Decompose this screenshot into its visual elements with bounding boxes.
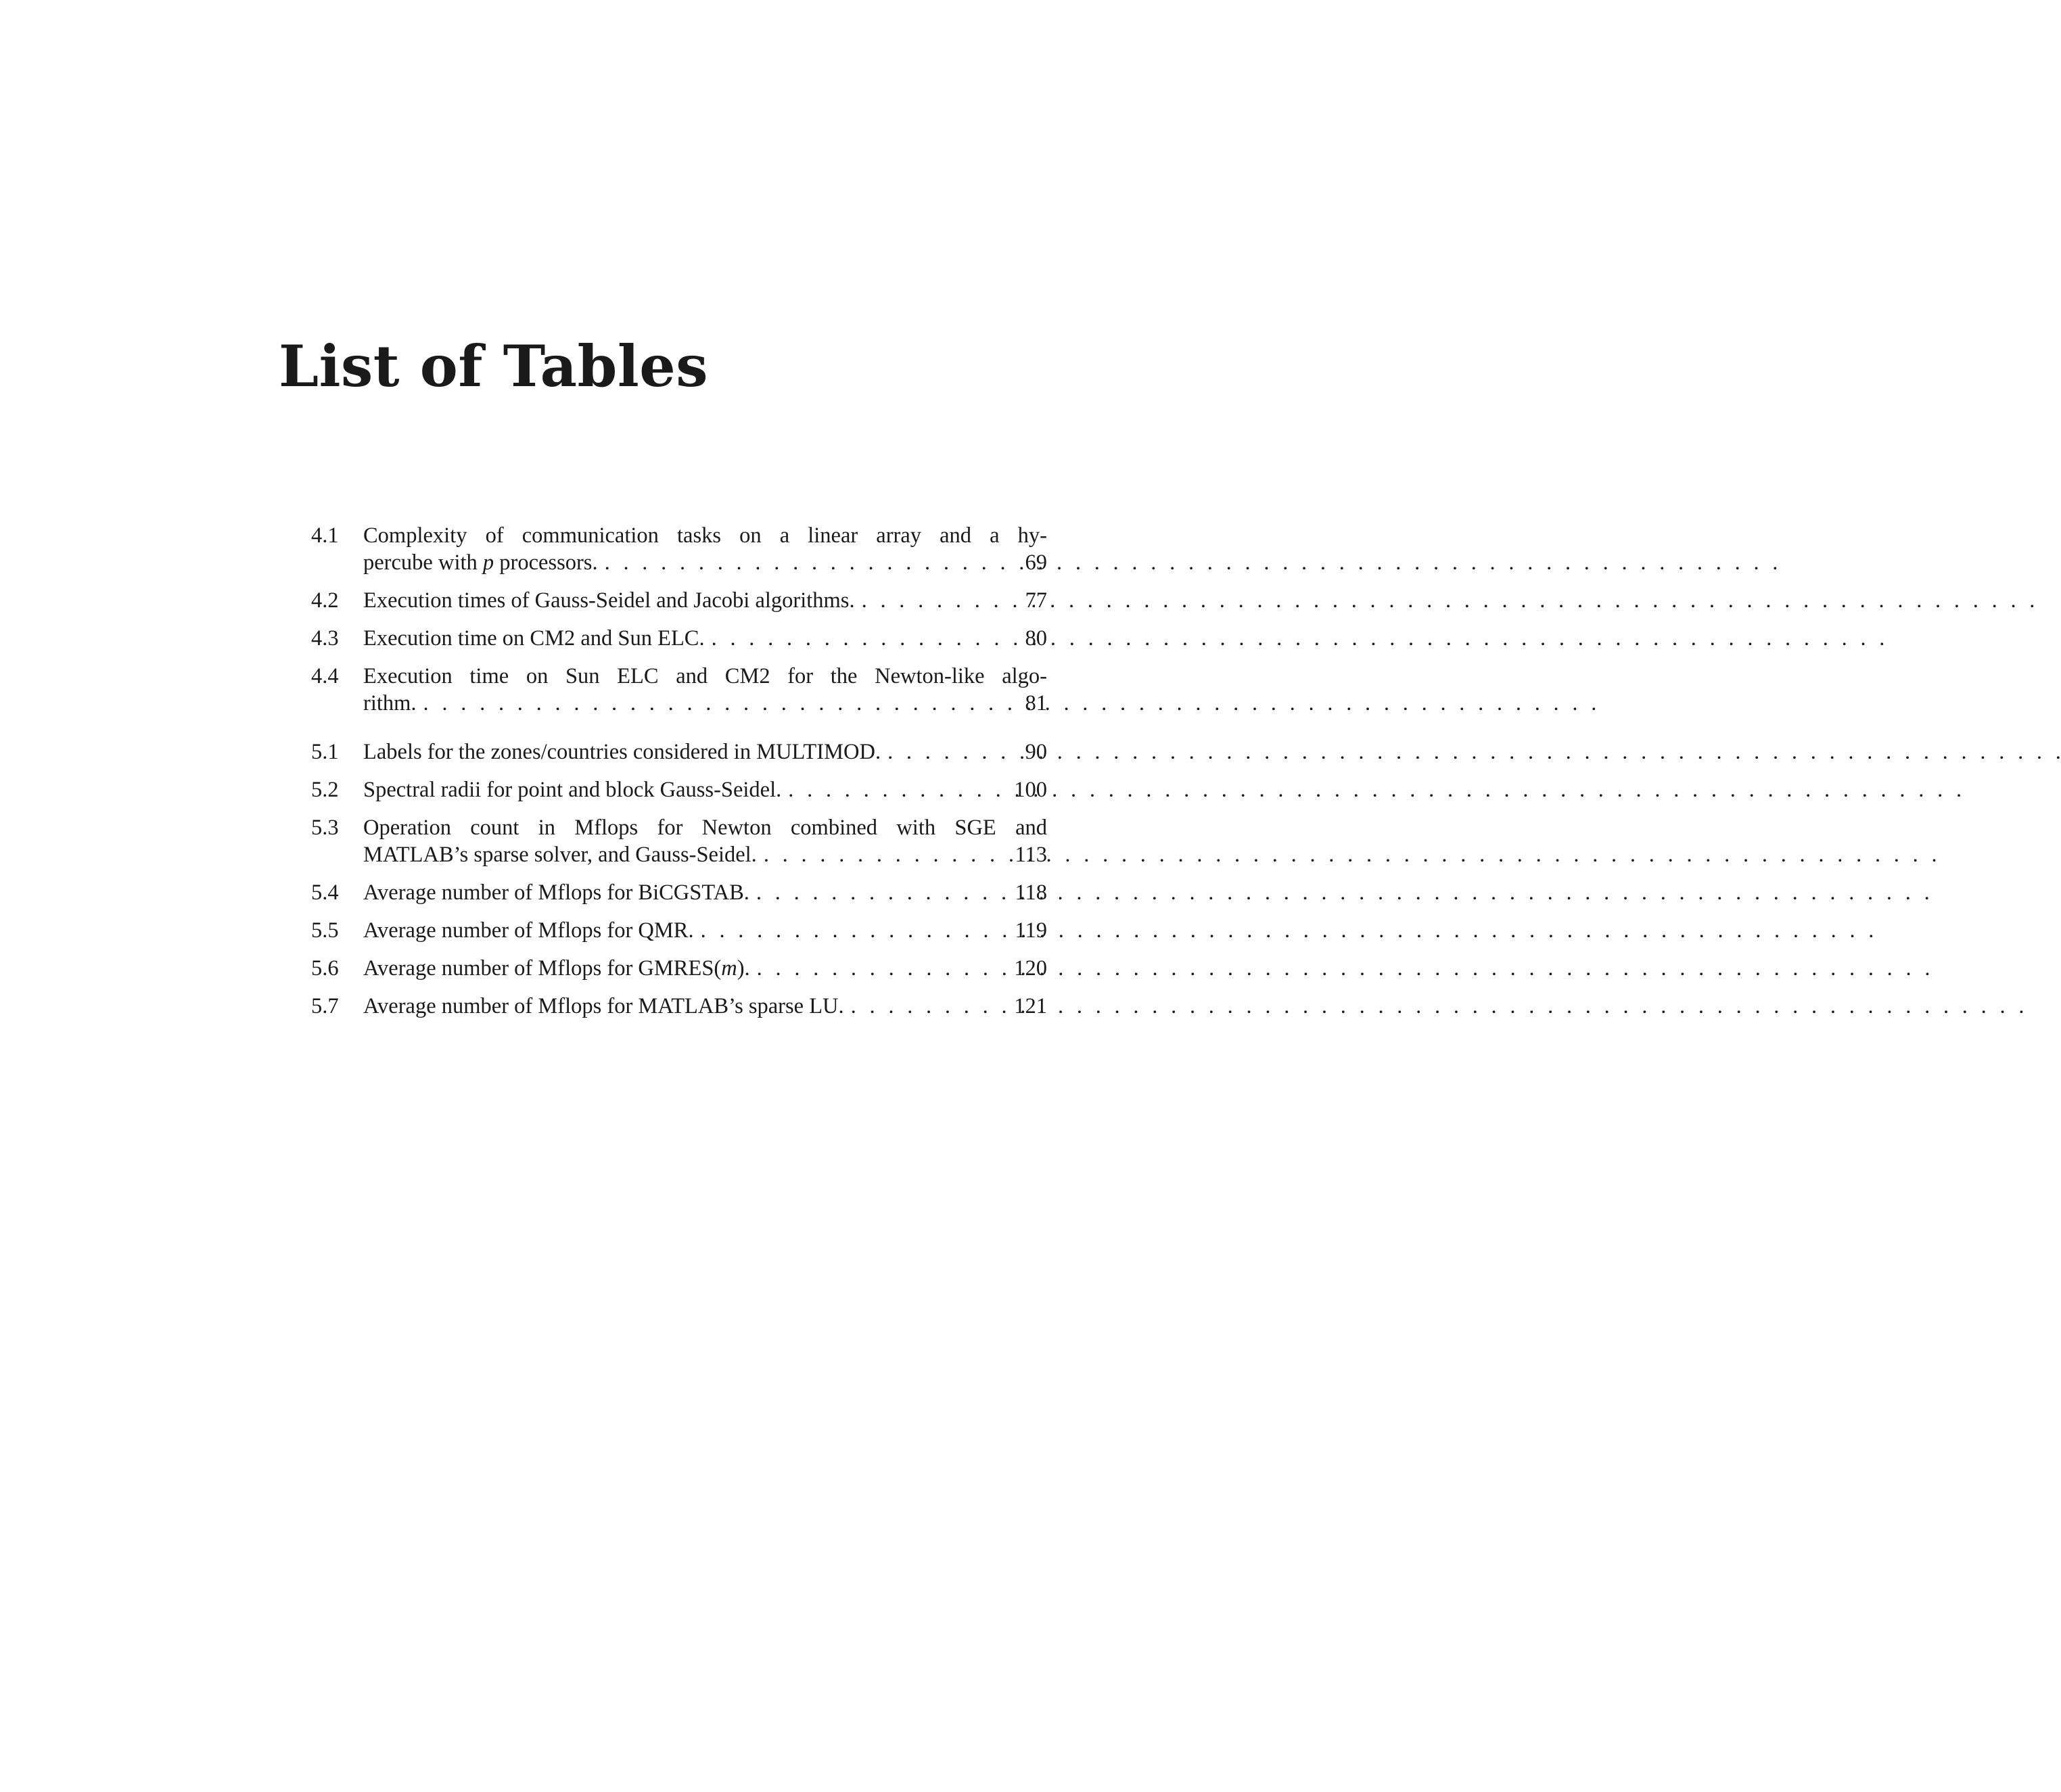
dot-leader: [887, 738, 1004, 765]
entry-final-line: [363, 738, 1047, 765]
lot-entry-4-3: [311, 625, 1047, 652]
entry-caption: rithm.: [363, 691, 417, 715]
entry-body: [363, 738, 1047, 765]
dot-leader: [851, 993, 1004, 1020]
entry-number: 4.2: [311, 588, 339, 613]
lot-entry-5-3: [311, 814, 1047, 868]
entry-final-line: [363, 917, 1047, 944]
entry-page-number: 100: [1014, 778, 1047, 802]
entry-page-number: 69: [1025, 550, 1047, 575]
entry-caption: Execution times of Gauss-Seidel and Jacobi algorithms.: [363, 588, 855, 613]
entry-body: [363, 814, 1047, 868]
entry-number: 4.4: [311, 664, 339, 688]
lot-entry-5-7: [311, 993, 1047, 1020]
entry-number: 5.3: [311, 816, 339, 840]
entry-final-line: [363, 993, 1047, 1020]
lot-entry-5-2: [311, 776, 1047, 803]
dot-leader: [764, 841, 1004, 868]
entry-page-number: 119: [1015, 918, 1047, 943]
entry-caption-line: Operation count in Mflops for Newton combined with SGE and: [363, 816, 1047, 840]
entry-final-line: [363, 690, 1047, 717]
entry-body: [363, 917, 1047, 944]
list-of-tables: [311, 522, 1047, 1031]
lot-entry-5-6: [311, 955, 1047, 982]
entry-caption-line: Complexity of communication tasks on a linear array and a hy-: [363, 523, 1047, 548]
caption-text: Average number of Mflops for GMRES(: [363, 956, 722, 981]
dot-leader: [862, 587, 1004, 614]
entry-number: 4.3: [311, 626, 339, 651]
dot-leader: [712, 625, 1004, 652]
entry-final-line: [363, 841, 1047, 868]
entry-final-line: [363, 776, 1047, 803]
dot-leader: [756, 879, 1004, 906]
dot-leader: [701, 917, 1004, 944]
entry-number: 4.1: [311, 523, 339, 548]
entry-body: [363, 663, 1047, 717]
math-symbol: p: [482, 550, 494, 575]
entry-final-line: [363, 587, 1047, 614]
entry-page-number: 120: [1014, 956, 1047, 981]
lot-entry-4-4: [311, 663, 1047, 717]
lot-entry-4-1: [311, 522, 1047, 576]
entry-final-line: [363, 955, 1047, 982]
dot-leader: [605, 549, 1004, 576]
entry-number: 5.5: [311, 918, 339, 943]
entry-number: 5.6: [311, 956, 339, 981]
entry-caption: Average number of Mflops for QMR.: [363, 918, 694, 943]
entry-caption: Spectral radii for point and block Gauss-Seidel.: [363, 778, 782, 802]
page-title: List of Tables: [279, 333, 708, 400]
entry-body: [363, 879, 1047, 906]
entry-body: [363, 776, 1047, 803]
lot-entry-4-2: [311, 587, 1047, 614]
entry-number: 5.7: [311, 994, 339, 1018]
entry-body: [363, 587, 1047, 614]
entry-caption: [363, 549, 598, 576]
entry-page-number: 121: [1014, 994, 1047, 1018]
dot-leader: [757, 955, 1004, 982]
caption-text: percube with: [363, 550, 483, 575]
entry-final-line: [363, 879, 1047, 906]
entry-final-line: [363, 549, 1047, 576]
entry-caption: Average number of Mflops for MATLAB’s sparse LU.: [363, 994, 844, 1018]
entry-caption: Labels for the zones/countries considered in MULTIMOD.: [363, 740, 881, 764]
entry-body: [363, 625, 1047, 652]
entry-caption-line: Execution time on Sun ELC and CM2 for the Newton-like algo-: [363, 664, 1047, 688]
lot-entry-5-1: [311, 738, 1047, 765]
entry-page-number: 118: [1015, 880, 1047, 905]
entry-page-number: 80: [1025, 626, 1047, 651]
entry-page-number: 90: [1025, 740, 1047, 764]
entry-body: [363, 993, 1047, 1020]
caption-text: processors.: [494, 550, 598, 575]
entry-caption: MATLAB’s sparse solver, and Gauss-Seidel.: [363, 843, 757, 867]
entry-page-number: 113: [1015, 843, 1047, 867]
entry-final-line: [363, 625, 1047, 652]
entry-number: 5.2: [311, 778, 339, 802]
entry-caption: Average number of Mflops for BiCGSTAB.: [363, 880, 749, 905]
entry-caption: [363, 955, 750, 982]
entry-page-number: 77: [1025, 588, 1047, 613]
entry-caption: Execution time on CM2 and Sun ELC.: [363, 626, 705, 651]
entry-number: 5.4: [311, 880, 339, 905]
entry-body: [363, 522, 1047, 576]
caption-text: ).: [737, 956, 750, 981]
lot-entry-5-4: [311, 879, 1047, 906]
entry-body: [363, 955, 1047, 982]
lot-entry-5-5: [311, 917, 1047, 944]
math-symbol: m: [721, 956, 737, 981]
entry-number: 5.1: [311, 740, 339, 764]
entry-page-number: 81: [1025, 691, 1047, 715]
dot-leader: [788, 776, 1004, 803]
dot-leader: [423, 690, 1004, 717]
